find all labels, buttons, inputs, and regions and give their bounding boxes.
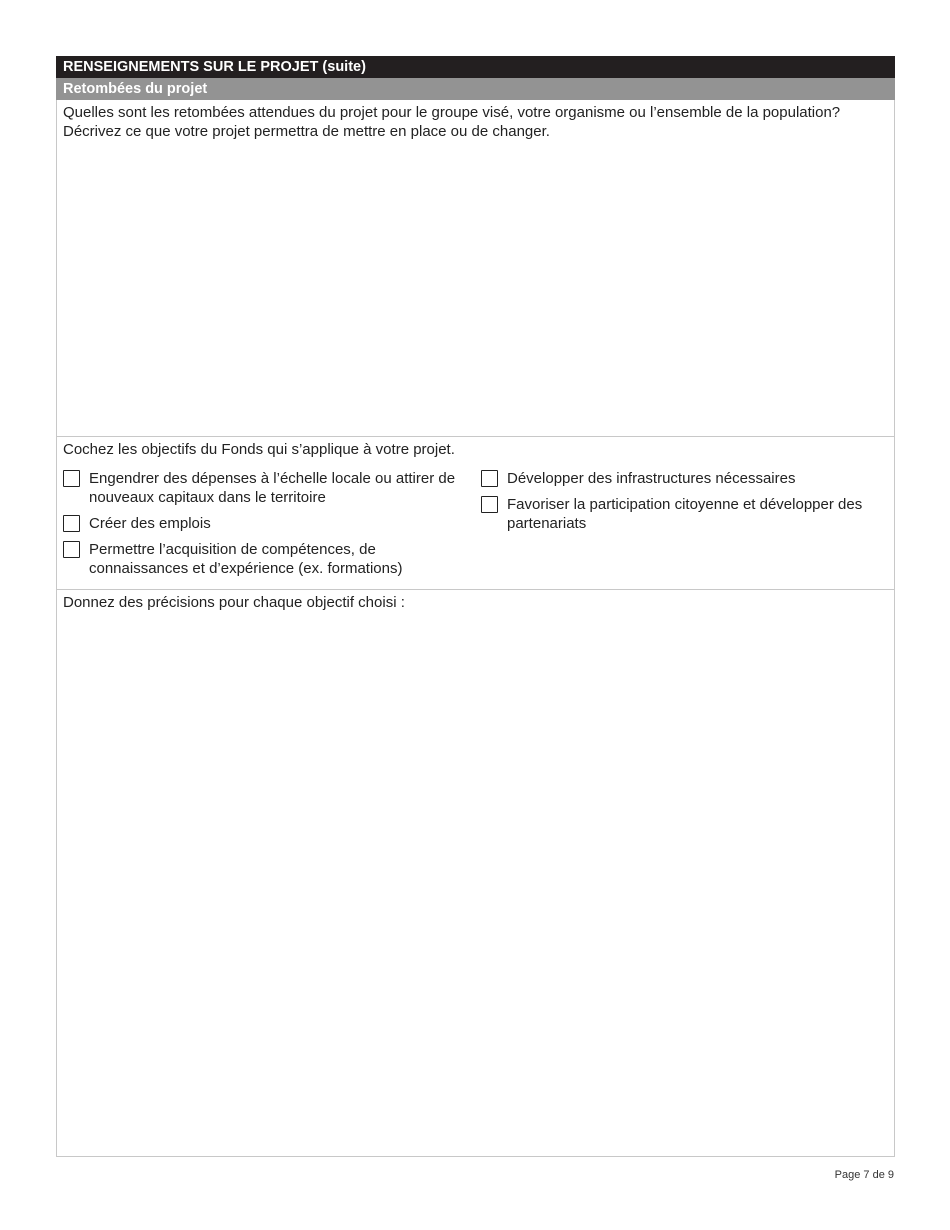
page-number: Page 7 de 9 [834, 1169, 894, 1181]
impact-question-prompt [57, 100, 894, 141]
section-header: RENSEIGNEMENTS SUR LE PROJET (suite) [56, 56, 895, 78]
objective-skills-checkbox[interactable] [63, 541, 80, 558]
objective-create-jobs[interactable] [63, 514, 463, 533]
objective-create-jobs-checkbox[interactable] [63, 515, 80, 532]
objective-citizen-participation-checkbox[interactable] [481, 496, 498, 513]
impact-answer-field[interactable] [63, 146, 888, 430]
objective-citizen-participation[interactable] [481, 495, 881, 533]
impact-question-line1: Quelles sont les retombées attendues du projet pour le groupe visé, votre organisme ou l’ensemble de la population? [63, 104, 841, 121]
impact-question-line2: Décrivez ce que votre projet permettra de mettre en place ou de changer. [63, 123, 550, 140]
objective-infrastructure-checkbox[interactable] [481, 470, 498, 487]
objective-infrastructure[interactable] [481, 469, 881, 488]
form-section [56, 56, 895, 1157]
objective-skills[interactable] [63, 540, 463, 578]
objectives-left-column [63, 469, 463, 585]
objectives-prompt: Cochez les objectifs du Fonds qui s’applique à votre projet. [63, 441, 455, 458]
objective-skills-label: Permettre l’acquisition de compétences, de connaissances et d’expérience (ex. formations) [89, 541, 403, 577]
details-prompt: Donnez des précisions pour chaque objectif choisi : [63, 594, 405, 611]
objective-citizen-participation-label: Favoriser la participation citoyenne et développer des partenariats [507, 496, 863, 532]
objective-create-jobs-label: Créer des emplois [89, 515, 211, 532]
details-box [56, 590, 895, 1157]
impact-question-box [56, 100, 895, 437]
details-answer-field[interactable] [63, 616, 888, 1150]
objective-infrastructure-label: Développer des infrastructures nécessaires [507, 470, 796, 487]
objective-local-spending[interactable] [63, 469, 463, 507]
objectives-box [56, 437, 895, 590]
objectives-right-column [481, 469, 881, 540]
sub-header: Retombées du projet [56, 78, 895, 100]
objective-local-spending-checkbox[interactable] [63, 470, 80, 487]
objective-local-spending-label: Engendrer des dépenses à l’échelle locale ou attirer de nouveaux capitaux dans le territoire [89, 470, 456, 506]
